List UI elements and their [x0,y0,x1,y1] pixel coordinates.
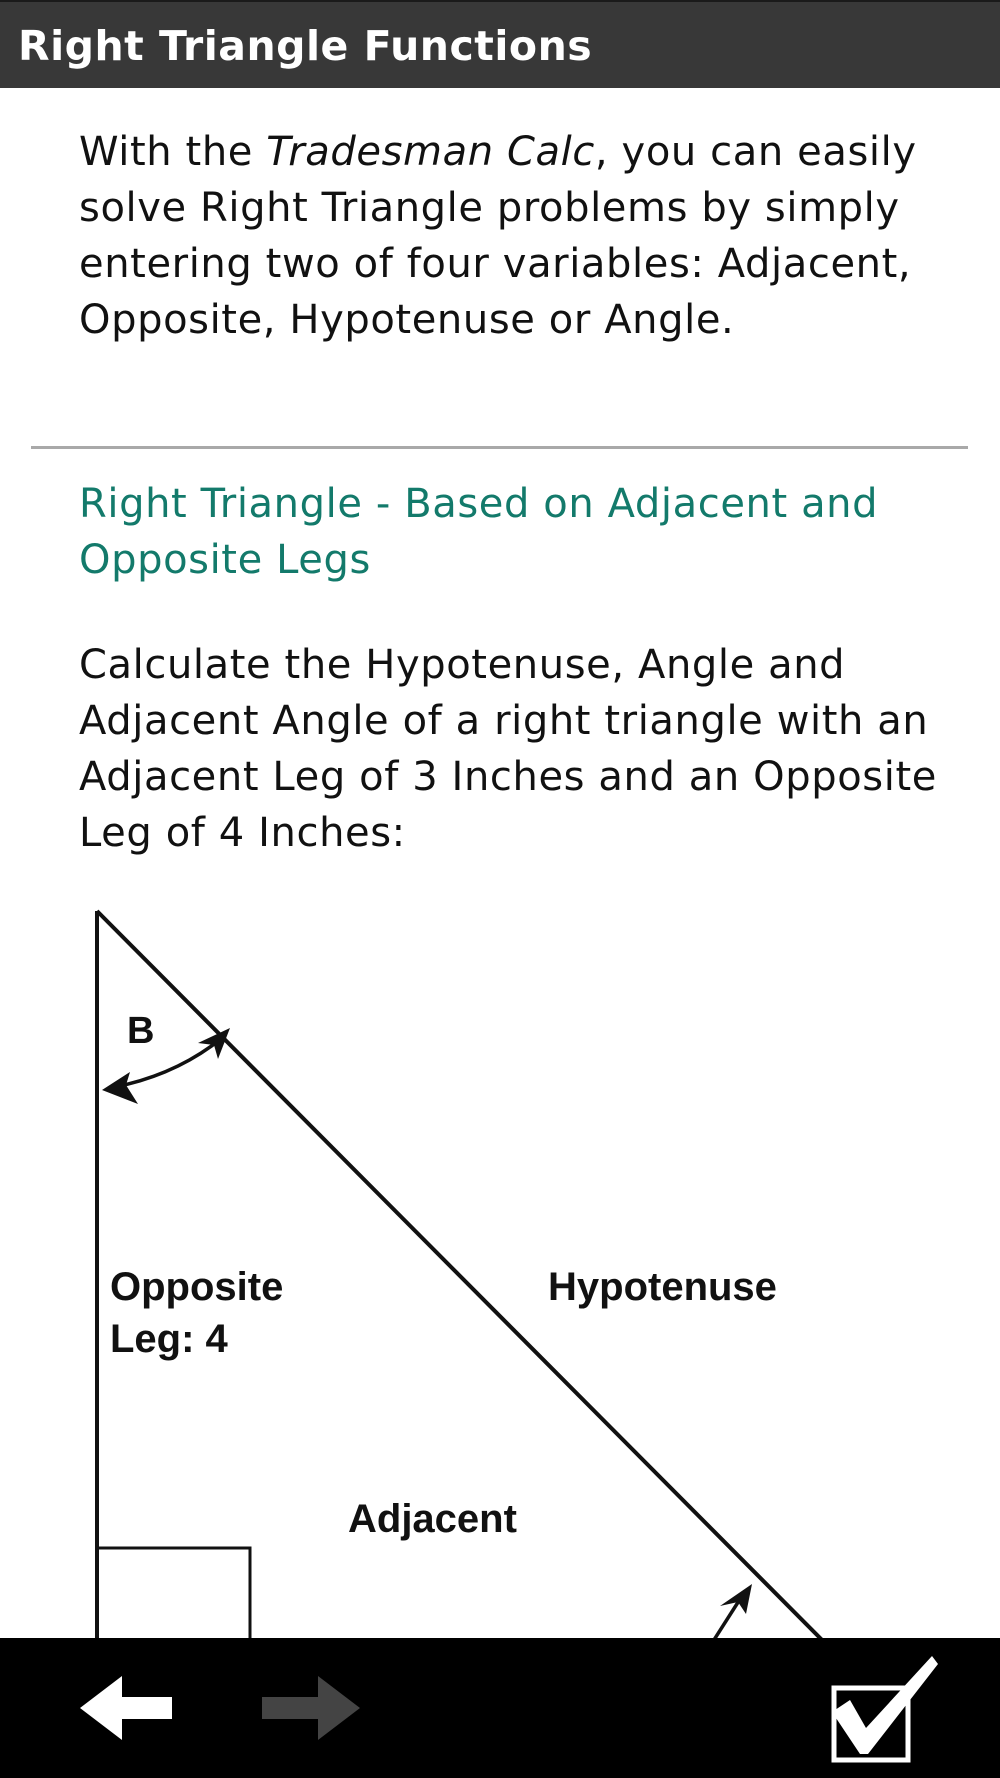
help-content[interactable] [0,88,1000,1638]
section-heading: Right Triangle - Based on Adjacent and Opposite Legs [79,481,879,583]
angle-a-arrowhead [720,1584,752,1614]
angle-b-arrowhead-right [198,1028,230,1059]
title-bar [0,0,1000,88]
page-title: Right Triangle Functions [18,22,593,70]
opposite-leg-value-label: Leg: 4 [110,1317,228,1361]
done-button[interactable] [820,1646,950,1770]
back-button[interactable] [60,1656,190,1760]
product-name: Tradesman Calc [266,129,595,175]
adjacent-label: Adjacent [348,1497,517,1541]
arrow-left-icon [60,1656,190,1760]
section-divider [31,446,968,449]
checkbox-checked-icon [820,1646,950,1770]
section-description: Calculate the Hypotenuse, Angle and Adjacent Angle of a right triangle with an Adjacent Leg of 3 Inches and an Opposite Leg of 4 Inches: [79,642,937,856]
intro-text-end: , you can easily solve Right Triangle problems by simply entering two of four variables: Adjacent, Opposite, Hypotenuse or Angle. [79,129,917,343]
arrow-right-icon [248,1656,378,1760]
opposite-leg-label: Opposite [110,1265,284,1309]
forward-button[interactable] [248,1656,378,1760]
right-triangle-diagram [0,908,1000,1638]
angle-b-label: B [127,1010,155,1052]
intro-paragraph [79,124,969,348]
bottom-toolbar [0,1638,1000,1778]
angle-b-arrowhead-left [102,1072,138,1104]
right-angle-marker [97,1548,250,1638]
hypotenuse-label: Hypotenuse [548,1265,777,1309]
intro-text-start: With the [79,129,267,175]
